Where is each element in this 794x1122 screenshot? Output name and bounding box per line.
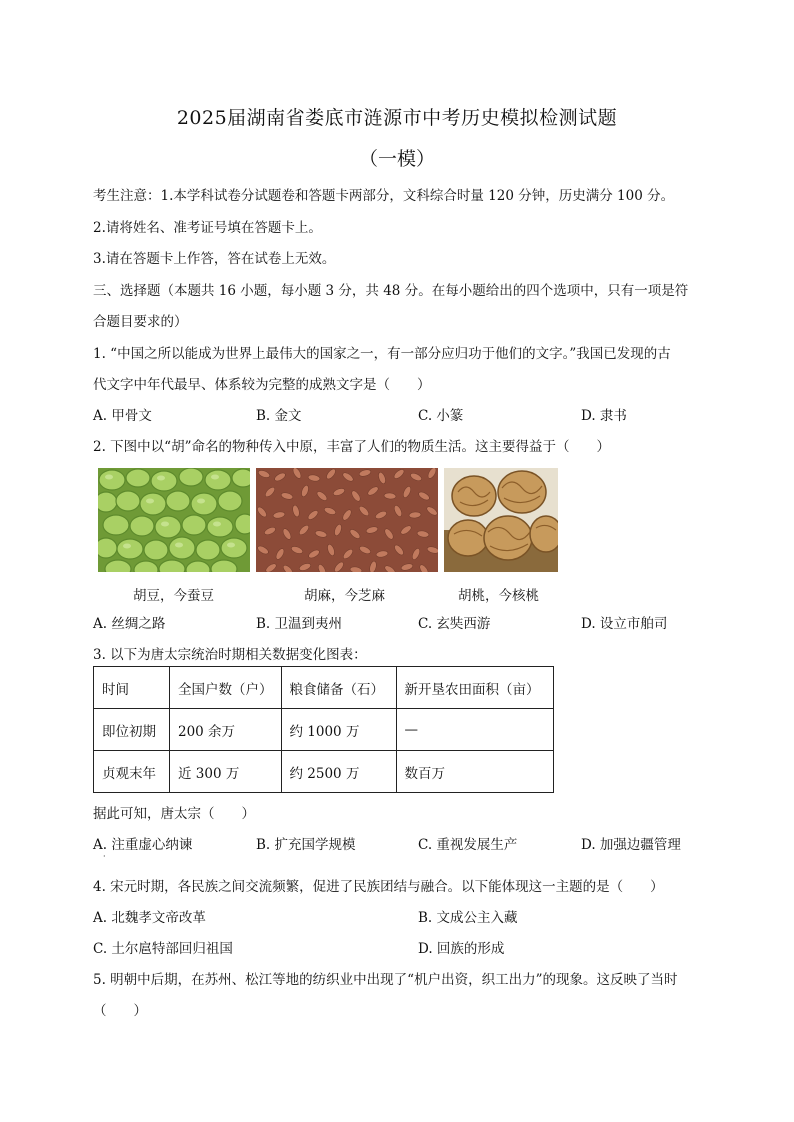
q2-stem: 2. 下图中以“胡”命名的物种传入中原，丰富了人们的物质生活。这主要得益于（ ） (93, 439, 610, 455)
q1-stem-line2: 代文字中年代最早、体系较为完整的成熟文字是（ ） (93, 377, 431, 393)
tang-data-table (93, 666, 554, 793)
q3-option-d: D. 加强边疆管理 (581, 837, 681, 853)
q1-option-b: B. 金文 (256, 408, 302, 424)
q1-option-d: D. 隶书 (581, 408, 627, 424)
q4-option-b: B. 文成公主入藏 (418, 910, 518, 926)
decorative-dot: · (103, 852, 106, 861)
q1-option-c: C. 小篆 (418, 408, 464, 424)
table-row (94, 709, 554, 751)
table-cell: 约 2500 万 (281, 751, 396, 793)
table-cell: 约 1000 万 (281, 709, 396, 751)
page-title: 2025届湖南省娄底市涟源市中考历史模拟检测试题 (176, 107, 618, 129)
table-cell: 数百万 (396, 751, 553, 793)
walnut-image (444, 468, 558, 572)
note-2: 2.请将姓名、准考证号填在答题卡上。 (93, 220, 322, 236)
table-cell: 200 余万 (170, 709, 282, 751)
q3-after-text: 据此可知，唐太宗（ ） (93, 806, 255, 822)
page-subtitle: （一模） (358, 148, 435, 170)
q3-option-b: B. 扩充国学规模 (256, 837, 356, 853)
note-1: 考生注意：1.本学科试卷分试题卷和答题卡两部分，文科综合时量 120 分钟，历史满分 100 分。 (93, 188, 675, 204)
table-cell: 即位初期 (94, 709, 170, 751)
table-header-cell: 新开垦农田面积（亩） (396, 667, 553, 709)
q2-option-c: C. 玄奘西游 (418, 616, 491, 632)
q3-stem: 3. 以下为唐太宗统治时期相关数据变化图表： (93, 647, 367, 663)
table-header-cell: 全国户数（户） (170, 667, 282, 709)
broad-bean-image (98, 468, 250, 572)
q4-option-d: D. 回族的形成 (418, 941, 505, 957)
q3-option-c: C. 重视发展生产 (418, 837, 518, 853)
table-header-cell: 粮食储备（石） (281, 667, 396, 709)
caption-broad-bean: 胡豆，今蚕豆 (133, 588, 214, 604)
q5-stem-line1: 5. 明朝中后期，在苏州、松江等地的纺织业中出现了“机户出资，织工出力”的现象。这反映了当时 (93, 972, 678, 988)
q2-option-d: D. 设立市舶司 (581, 616, 668, 632)
q4-option-c: C. 土尔扈特部回归祖国 (93, 941, 233, 957)
q3-option-a: A. 注重虚心纳谏 (93, 837, 193, 853)
q5-stem-line2: （ ） (93, 1003, 147, 1019)
table-cell: 贞观末年 (94, 751, 170, 793)
q4-stem: 4. 宋元时期，各民族之间交流频繁，促进了民族团结与融合。以下能体现这一主题的是（ ） (93, 879, 664, 895)
flax-seed-image (256, 468, 438, 572)
q1-stem-line1: 1. “中国之所以能成为世界上最伟大的国家之一，有一部分应归功于他们的文字。”我国已发现的古 (93, 346, 671, 362)
section-heading-line1: 三、选择题（本题共 16 小题，每小题 3 分，共 48 分。在每小题给出的四个选项中，只有一项是符 (93, 283, 689, 299)
q1-option-a: A. 甲骨文 (93, 408, 152, 424)
table-cell: 近 300 万 (170, 751, 282, 793)
note-3: 3.请在答题卡上作答，答在试卷上无效。 (93, 251, 336, 267)
table-cell: — (396, 709, 553, 751)
q2-option-a: A. 丝绸之路 (93, 616, 166, 632)
caption-walnut: 胡桃，今核桃 (458, 588, 539, 604)
q4-option-a: A. 北魏孝文帝改革 (93, 910, 206, 926)
section-heading-line2: 合题目要求的） (93, 314, 188, 330)
caption-sesame: 胡麻，今芝麻 (304, 588, 385, 604)
table-header-cell: 时间 (94, 667, 170, 709)
table-row (94, 751, 554, 793)
q2-option-b: B. 卫温到夷州 (256, 616, 343, 632)
table-header-row (94, 667, 554, 709)
